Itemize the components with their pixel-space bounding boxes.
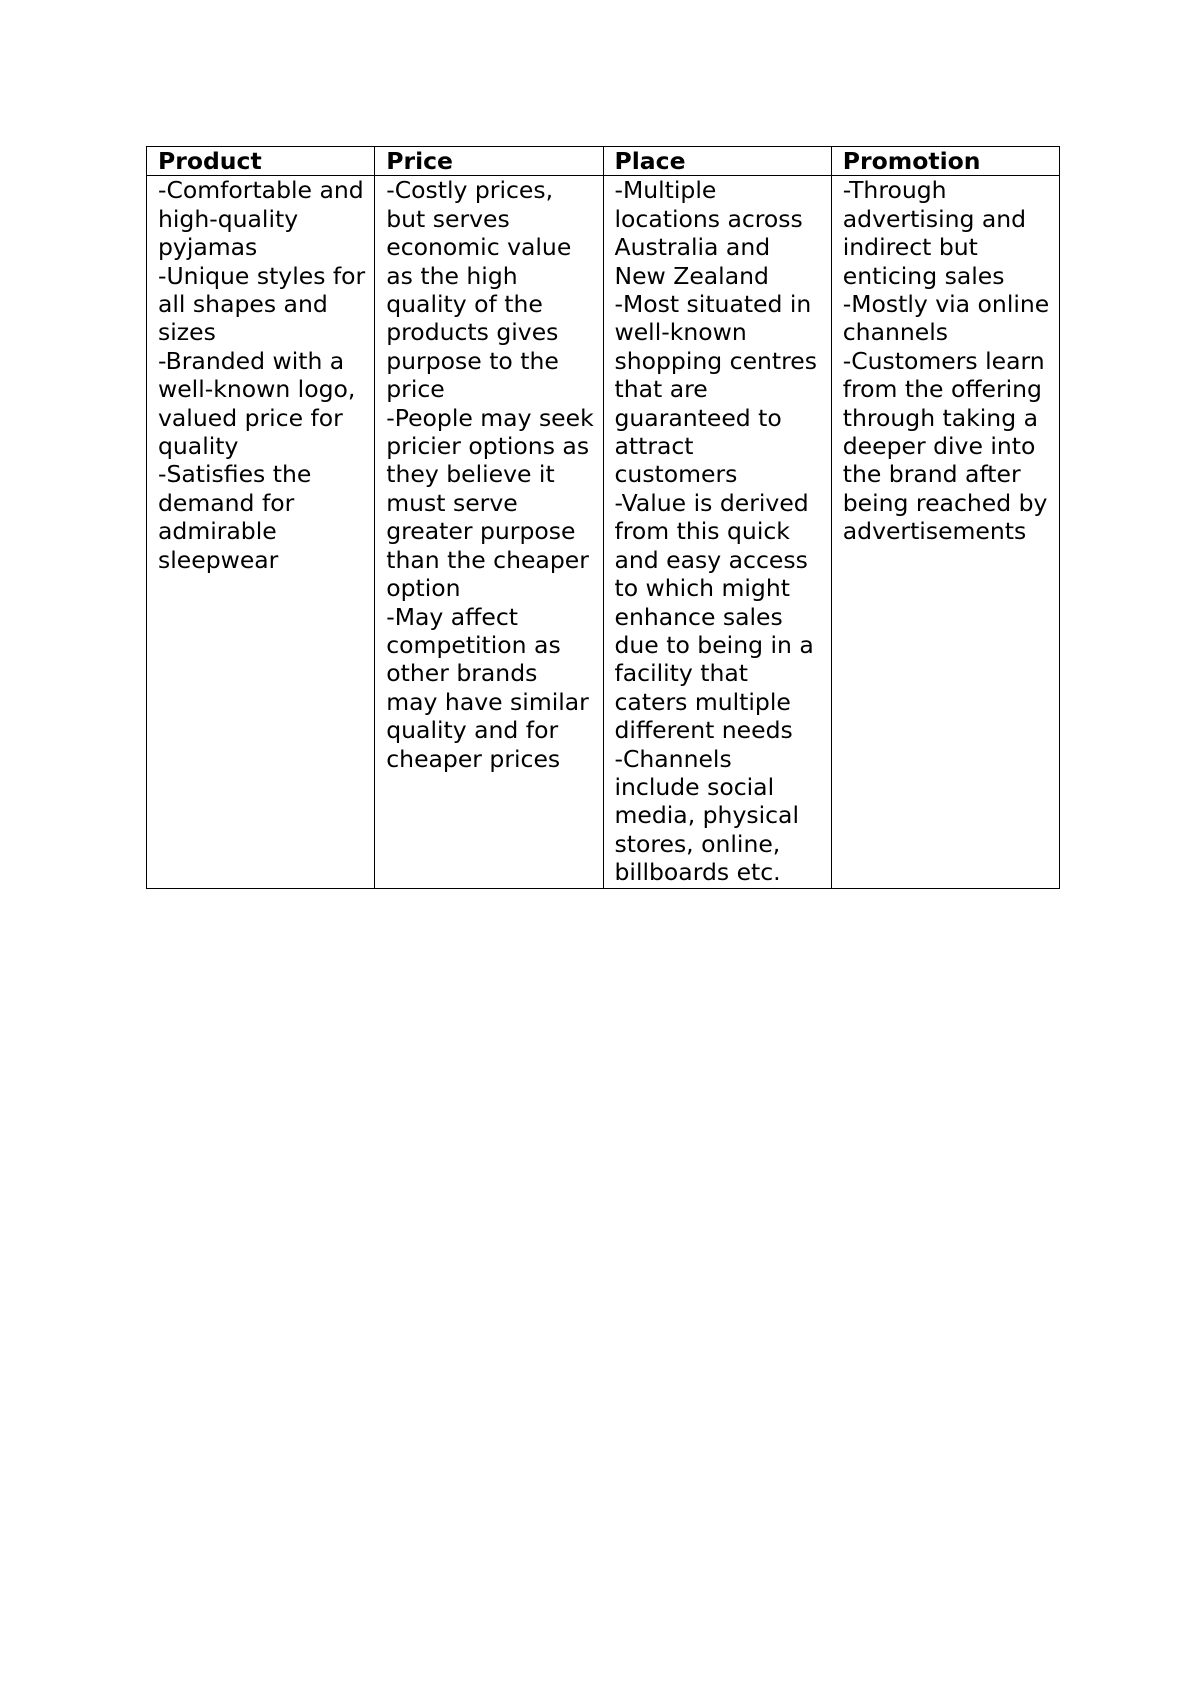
price-point: -People may seek pricier options as they believe it must serve greater purpose than the cheaper option: [386, 403, 602, 603]
product-point: -Comfortable and high-quality pyjamas: [158, 176, 372, 262]
cell-product: [147, 176, 375, 889]
price-point: -May affect competition as other brands may have similar quality and for cheaper prices: [386, 602, 597, 773]
place-point: -Multiple locations across Australia and New Zealand: [614, 176, 811, 290]
place-point: -Value is derived from this quick and easy access to which might enhance sales due to being in a facility that caters multiple different needs: [614, 488, 822, 745]
promotion-point: -Customers learn from the offering through taking a deeper dive into the brand after being reached by advertisements: [842, 346, 1055, 546]
place-point: -Most situated in well-known shopping centres that are guaranteed to attract customers: [614, 290, 825, 489]
table-header-row: [147, 147, 1060, 176]
marketing-mix-table: [146, 146, 1060, 889]
product-point: -Branded with a well-known logo, valued price for quality: [158, 346, 363, 461]
table-row: [147, 176, 1060, 889]
cell-promotion: [831, 176, 1059, 889]
product-point: -Satisfies the demand for admirable sleepwear: [158, 460, 319, 574]
place-point: -Channels include social media, physical stores, online, billboards etc.: [614, 744, 807, 887]
header-price: Price: [375, 147, 603, 176]
header-place: Place: [603, 147, 831, 176]
cell-place: [603, 176, 831, 889]
promotion-point: -Through advertising and indirect but enticing sales: [842, 176, 1034, 290]
price-point: -Costly prices, but serves economic value as the high quality of the products gives purpose to the price: [386, 176, 579, 404]
product-point: -Unique styles for all shapes and sizes: [158, 261, 373, 347]
cell-price: [375, 176, 603, 889]
header-product: Product: [147, 147, 375, 176]
header-promotion: Promotion: [831, 147, 1059, 176]
promotion-point: -Mostly via online channels: [842, 290, 1057, 347]
